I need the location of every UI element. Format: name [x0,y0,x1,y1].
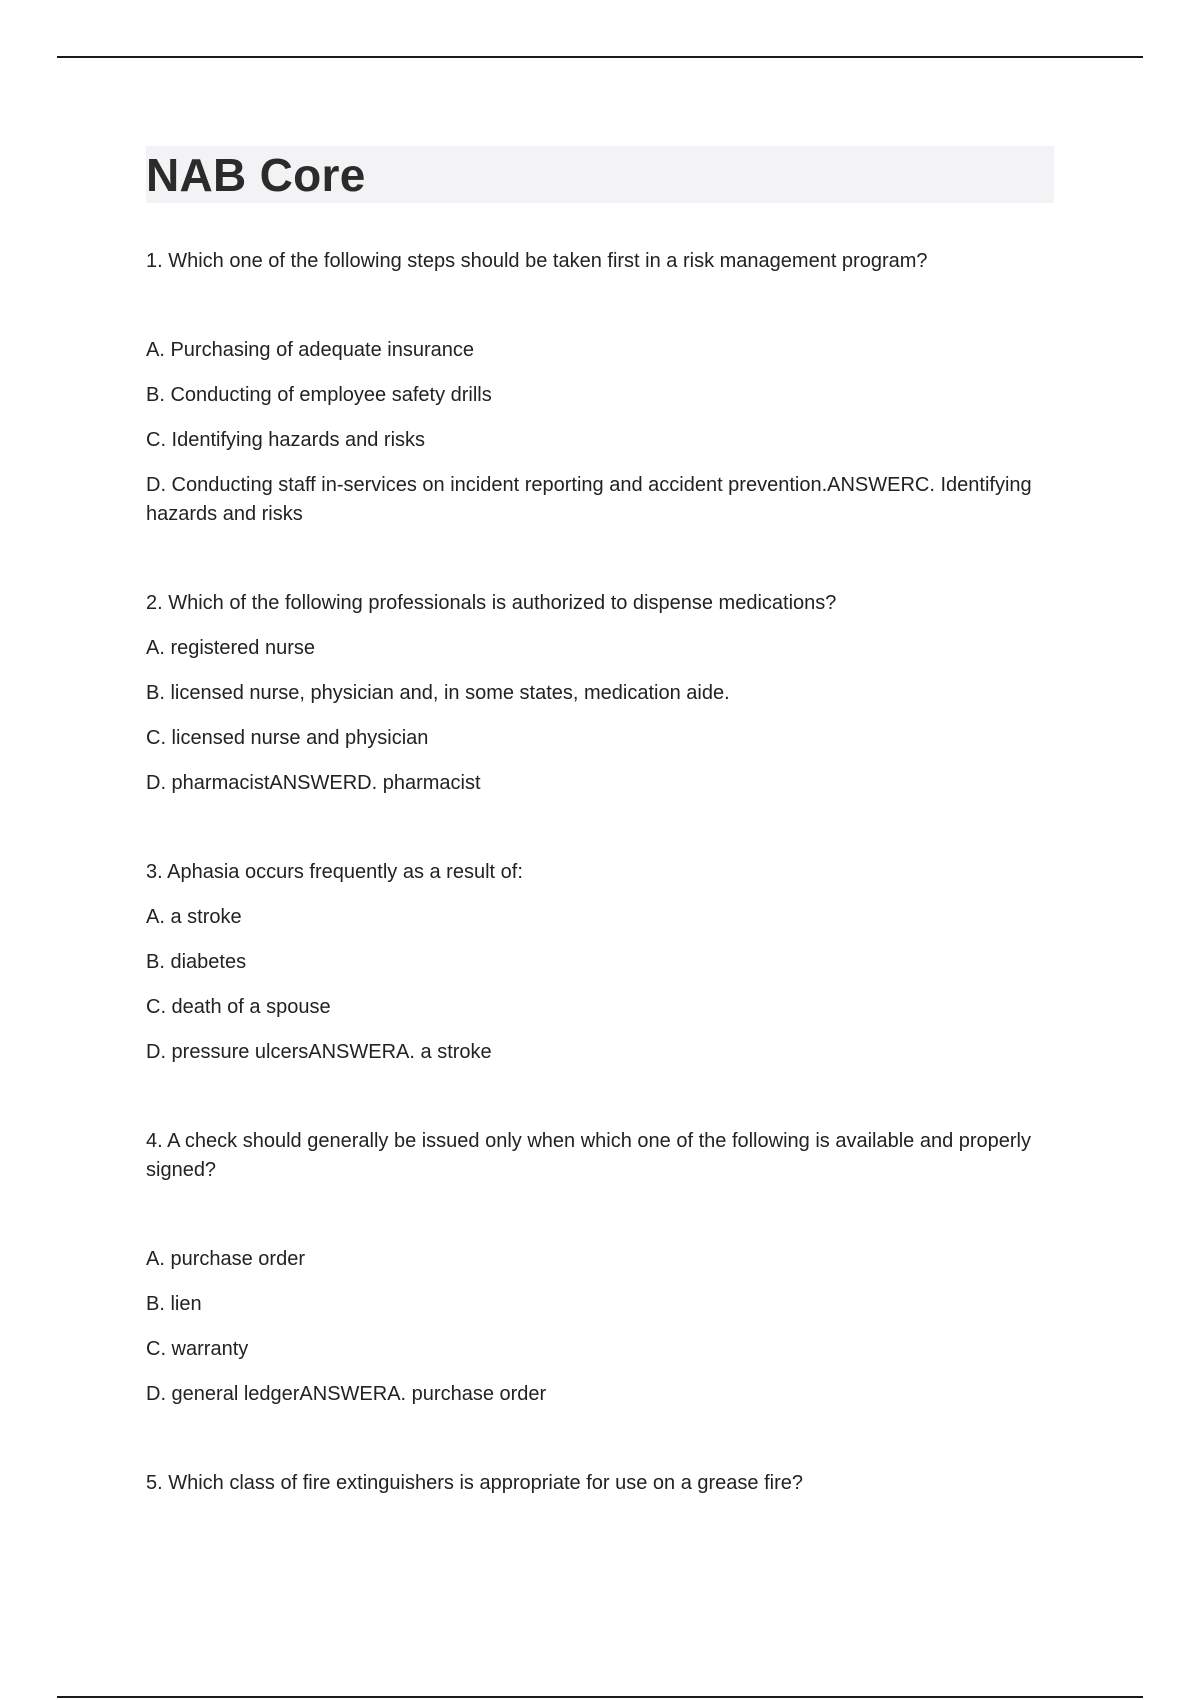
question-text: 4. A check should generally be issued only when which one of the following is available and properly signed? [146,1130,1031,1181]
answer-option: A. purchase order [146,1248,305,1270]
answer-option: C. warranty [146,1338,249,1360]
answer-option: C. licensed nurse and physician [146,727,429,749]
answer-option: B. licensed nurse, physician and, in some states, medication aide. [146,682,730,704]
bottom-rule [57,1696,1143,1698]
answer-option: B. Conducting of employee safety drills [146,384,492,406]
question-block [146,1469,1054,1498]
answer-option: A. a stroke [146,906,242,928]
answer-option: B. lien [146,1293,202,1315]
question-text: 5. Which class of fire extinguishers is appropriate for use on a grease fire? [146,1472,803,1494]
answer-option: A. registered nurse [146,637,315,659]
question-text: 3. Aphasia occurs frequently as a result of: [146,861,523,883]
answer-option: D. pressure ulcersANSWERA. a stroke [146,1041,492,1063]
question-block [146,247,1054,529]
answer-option: C. Identifying hazards and risks [146,429,426,451]
answer-option: B. diabetes [146,951,247,973]
document-body [146,146,1054,1498]
top-rule [57,56,1143,58]
question-block [146,858,1054,1067]
question-block [146,1127,1054,1409]
question-text: 2. Which of the following professionals is authorized to dispense medications? [146,592,837,614]
answer-option: D. pharmacistANSWERD. pharmacist [146,772,481,794]
document-title: NAB Core [146,148,366,201]
answer-option: A. Purchasing of adequate insurance [146,339,474,361]
answer-option: C. death of a spouse [146,996,331,1018]
title-band [146,146,1054,203]
question-text: 1. Which one of the following steps should be taken first in a risk management program? [146,250,928,272]
question-block [146,589,1054,798]
answer-option: D. general ledgerANSWERA. purchase order [146,1383,547,1405]
answer-option: D. Conducting staff in-services on incident reporting and accident prevention.ANSWERC. Identifying hazards and risks [146,474,1032,525]
